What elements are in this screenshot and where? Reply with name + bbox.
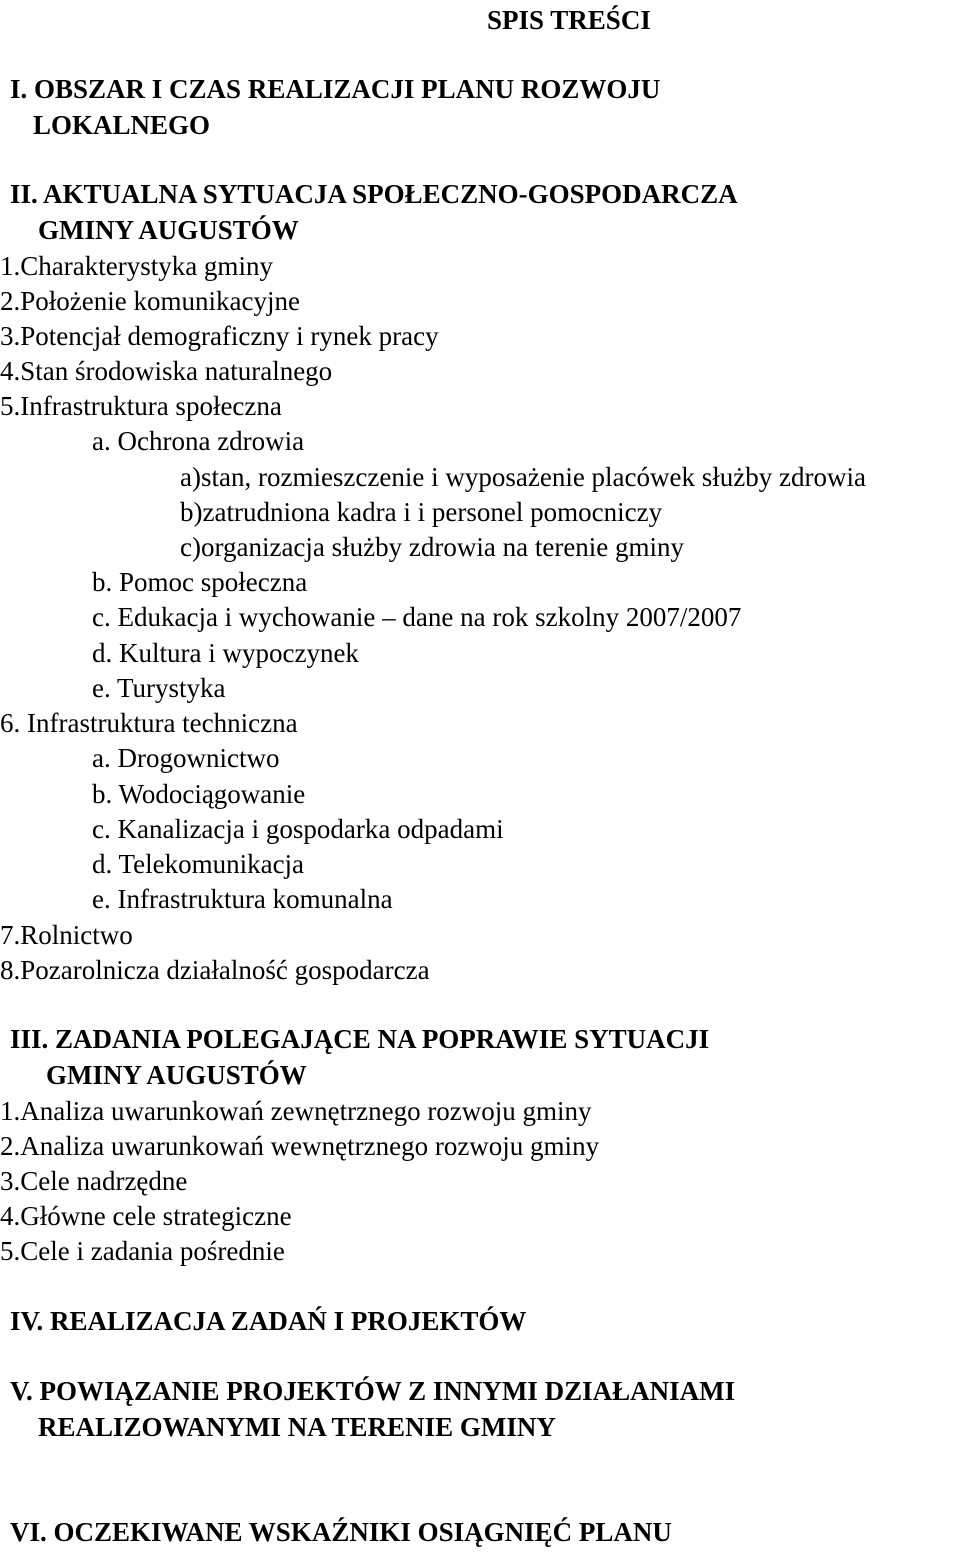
toc-item: 3.Potencjał demograficzny i rynek pracy — [0, 321, 439, 351]
section-heading-3: III. ZADANIA POLEGAJĄCE NA POPRAWIE SYTUACJI — [10, 1024, 710, 1054]
toc-item: 3.Cele nadrzędne — [0, 1166, 188, 1196]
section-heading-2: II. AKTUALNA SYTUACJA SPOŁECZNO-GOSPODARCZA — [10, 179, 738, 209]
toc-subitem: b. Wodociągowanie — [92, 779, 306, 809]
toc-subsubitem: a)stan, rozmieszczenie i wyposażenie placówek służby zdrowia — [180, 462, 866, 492]
page-title: SPIS TREŚCI — [487, 5, 651, 35]
toc-item: 5.Cele i zadania pośrednie — [0, 1236, 285, 1266]
section-heading-3-continued: GMINY AUGUSTÓW — [46, 1060, 307, 1090]
toc-item: 1.Charakterystyka gminy — [0, 251, 273, 281]
toc-item: 6. Infrastruktura techniczna — [0, 708, 298, 738]
toc-subitem: b. Pomoc społeczna — [92, 567, 308, 597]
toc-subitem: c. Kanalizacja i gospodarka odpadami — [92, 814, 504, 844]
toc-item: 4.Stan środowiska naturalnego — [0, 356, 333, 386]
toc-subitem: d. Kultura i wypoczynek — [92, 638, 359, 668]
toc-subitem: a. Ochrona zdrowia — [92, 426, 305, 456]
toc-item: 5.Infrastruktura społeczna — [0, 391, 282, 421]
section-heading-1-continued: LOKALNEGO — [33, 110, 211, 140]
toc-subitem: d. Telekomunikacja — [92, 849, 305, 879]
toc-subitem: e. Infrastruktura komunalna — [92, 884, 393, 914]
section-heading-2-continued: GMINY AUGUSTÓW — [38, 215, 299, 245]
toc-item: 8.Pozarolnicza działalność gospodarcza — [0, 955, 430, 985]
toc-item: 4.Główne cele strategiczne — [0, 1201, 292, 1231]
toc-item: 2.Położenie komunikacyjne — [0, 286, 300, 316]
toc-subitem: c. Edukacja i wychowanie – dane na rok szkolny 2007/2007 — [92, 602, 742, 632]
section-heading-6: VI. OCZEKIWANE WSKAŹNIKI OSIĄGNIĘĆ PLANU — [10, 1517, 672, 1547]
section-heading-5-continued: REALIZOWANYMI NA TERENIE GMINY — [38, 1412, 556, 1442]
toc-item: 7.Rolnictwo — [0, 920, 133, 950]
toc-subsubitem: b)zatrudniona kadra i i personel pomocniczy — [180, 497, 663, 527]
section-heading-5: V. POWIĄZANIE PROJEKTÓW Z INNYMI DZIAŁANIAMI — [10, 1376, 736, 1406]
section-heading-4: IV. REALIZACJA ZADAŃ I PROJEKTÓW — [10, 1306, 527, 1336]
toc-subsubitem: c)organizacja służby zdrowia na terenie gminy — [180, 532, 685, 562]
section-heading-1: I. OBSZAR I CZAS REALIZACJI PLANU ROZWOJU — [10, 74, 661, 104]
toc-item: 1.Analiza uwarunkowań zewnętrznego rozwoju gminy — [0, 1096, 592, 1126]
toc-subitem: a. Drogownictwo — [92, 743, 280, 773]
toc-item: 2.Analiza uwarunkowań wewnętrznego rozwoju gminy — [0, 1131, 600, 1161]
toc-subitem: e. Turystyka — [92, 673, 226, 703]
